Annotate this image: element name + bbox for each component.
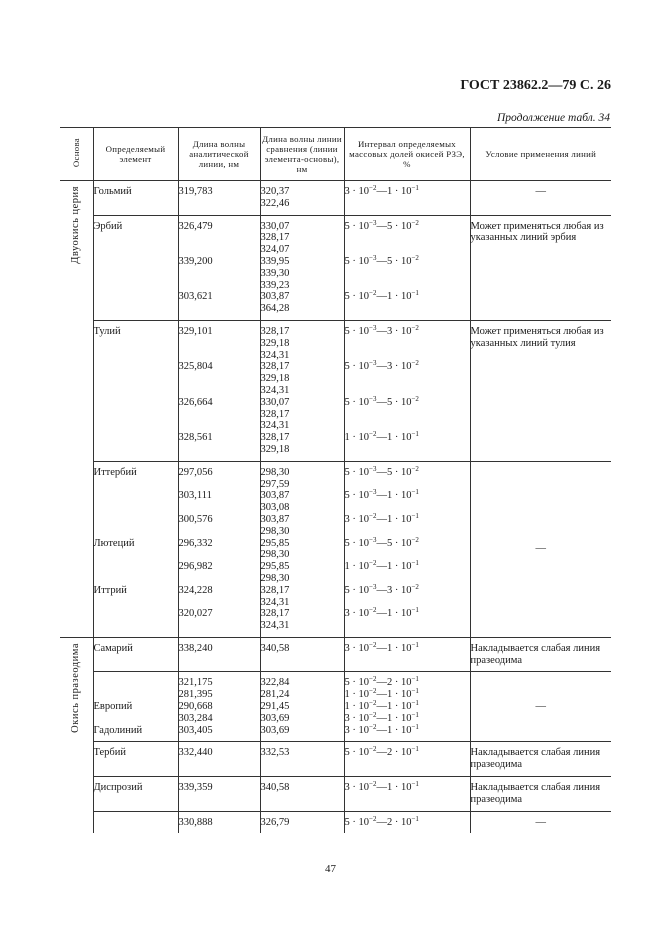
compare-wavelength: 303,69 bbox=[260, 724, 290, 736]
concentration-range: $3 \cdot 10^{-2}—1 \cdot 10^{-1}$ bbox=[344, 710, 419, 724]
analytic-wavelength: 296,982 bbox=[178, 561, 213, 573]
table-row bbox=[60, 181, 611, 216]
compare-wavelength: 303,08 bbox=[260, 502, 290, 514]
table-row bbox=[60, 811, 611, 833]
element-name: Европий bbox=[93, 701, 133, 713]
compare-wavelength: 324,31 bbox=[260, 620, 290, 632]
table-row bbox=[60, 777, 611, 812]
compare-wavelength: 340,58 bbox=[260, 782, 290, 794]
compare-wavelength: 295,85 bbox=[260, 561, 290, 573]
analytic-wavelength: 325,804 bbox=[178, 361, 213, 373]
compare-wavelength: 320,37 bbox=[260, 186, 290, 197]
element-name: Самарий bbox=[93, 642, 133, 654]
concentration-range: $5 \cdot 10^{-3}—5 \cdot 10^{-2}$ bbox=[344, 394, 419, 408]
base-praseodymium-oxide: Окись празеодима bbox=[60, 637, 93, 833]
analytic-wavelength: 320,027 bbox=[178, 608, 213, 620]
table-row bbox=[60, 320, 611, 461]
compare-wavelength: 364,28 bbox=[260, 303, 290, 315]
data-table bbox=[60, 127, 611, 833]
analytic-wavelength: 321,175 bbox=[178, 677, 213, 689]
condition-text: — bbox=[535, 816, 546, 828]
compare-wavelength: 324,07 bbox=[260, 244, 290, 256]
col-compare-header: Длина волны линии сравнения (линии элемента-основы), нм bbox=[260, 128, 344, 181]
condition-text: — bbox=[535, 543, 546, 555]
analytic-wavelength: 326,664 bbox=[178, 396, 213, 408]
analytic-wavelength: 290,668 bbox=[178, 701, 213, 713]
compare-wavelength: 339,30 bbox=[260, 267, 290, 279]
compare-wavelength: 328,17 bbox=[260, 432, 290, 444]
compare-wavelength: 298,30 bbox=[260, 572, 290, 584]
compare-wavelength: 298,30 bbox=[260, 525, 290, 537]
compare-wavelength: 326,79 bbox=[260, 816, 290, 828]
compare-wavelength: 298,30 bbox=[260, 549, 290, 561]
compare-wavelength: 328,17 bbox=[260, 408, 290, 420]
compare-wavelength: 329,18 bbox=[260, 373, 290, 385]
concentration-range: $5 \cdot 10^{-3}—5 \cdot 10^{-2}$ bbox=[344, 218, 419, 232]
compare-wavelength: 328,17 bbox=[260, 232, 290, 244]
compare-wavelength: 328,17 bbox=[260, 325, 290, 337]
analytic-wavelength: 281,395 bbox=[178, 689, 213, 701]
col-condition-header: Условие применения линий bbox=[470, 128, 611, 181]
compare-wavelength: 322,46 bbox=[260, 197, 290, 209]
compare-wavelength: 330,07 bbox=[260, 396, 290, 408]
analytic-wavelength: 303,621 bbox=[178, 291, 213, 303]
condition-text: Может применяться любая из указанных линий эрбия bbox=[470, 220, 604, 244]
col-analytic-header: Длина волны аналитической линии, нм bbox=[178, 128, 260, 181]
analytic-wavelength: 332,440 bbox=[178, 747, 213, 759]
analytic-wavelength: 326,479 bbox=[178, 220, 213, 232]
compare-wavelength: 329,18 bbox=[260, 337, 290, 349]
element-name: Тербий bbox=[93, 747, 127, 759]
analytic-wavelength: 324,228 bbox=[178, 584, 213, 596]
concentration-range: $5 \cdot 10^{-2}—2 \cdot 10^{-1}$ bbox=[344, 814, 419, 828]
concentration-range: $5 \cdot 10^{-3}—3 \cdot 10^{-2}$ bbox=[344, 323, 419, 337]
concentration-range: $5 \cdot 10^{-3}—3 \cdot 10^{-2}$ bbox=[344, 582, 419, 596]
condition-text: Накладывается слабая линия празеодима bbox=[470, 782, 601, 805]
compare-wavelength: 339,95 bbox=[260, 255, 290, 267]
standard-header: ГОСТ 23862.2—79 С. 26 bbox=[460, 78, 611, 93]
compare-wavelength: 291,45 bbox=[260, 701, 290, 713]
condition-text: Накладывается слабая линия празеодима bbox=[470, 642, 601, 666]
analytic-wavelength: 303,405 bbox=[178, 724, 213, 736]
compare-wavelength: 303,87 bbox=[260, 490, 290, 502]
concentration-range: $5 \cdot 10^{-2}—1 \cdot 10^{-1}$ bbox=[344, 289, 419, 303]
table-continuation-note: Продолжение табл. 34 bbox=[497, 112, 610, 124]
concentration-range: $1 \cdot 10^{-2}—1 \cdot 10^{-1}$ bbox=[344, 687, 419, 701]
compare-wavelength: 328,17 bbox=[260, 608, 290, 620]
concentration-range: $3 \cdot 10^{-2}—1 \cdot 10^{-1}$ bbox=[344, 606, 419, 620]
compare-wavelength: 324,31 bbox=[260, 596, 290, 608]
analytic-wavelength: 330,888 bbox=[178, 816, 213, 828]
analytic-wavelength: 303,111 bbox=[178, 490, 212, 502]
compare-wavelength: 329,18 bbox=[260, 443, 290, 455]
analytic-wavelength: 303,284 bbox=[178, 712, 213, 724]
concentration-range: $3 \cdot 10^{-2}—1 \cdot 10^{-1}$ bbox=[344, 722, 419, 736]
analytic-wavelength: 319,783 bbox=[178, 186, 213, 197]
element-name: Диспрозий bbox=[93, 782, 143, 794]
concentration-range: $5 \cdot 10^{-3}—5 \cdot 10^{-2}$ bbox=[344, 253, 419, 267]
page-number: 47 bbox=[325, 863, 336, 875]
compare-wavelength: 295,85 bbox=[260, 537, 290, 549]
condition-text: Может применяться любая из указанных линий тулия bbox=[470, 325, 604, 349]
compare-wavelength: 332,53 bbox=[260, 747, 290, 759]
element-name: Иттербий bbox=[93, 466, 137, 478]
element-name: Эрбий bbox=[93, 220, 123, 232]
analytic-wavelength: 339,200 bbox=[178, 255, 213, 267]
concentration-range: $3 \cdot 10^{-2}—1 \cdot 10^{-1}$ bbox=[344, 640, 419, 654]
compare-wavelength: 303,87 bbox=[260, 513, 290, 525]
compare-wavelength: 297,59 bbox=[260, 478, 290, 490]
table-row bbox=[60, 461, 611, 637]
compare-wavelength: 303,87 bbox=[260, 291, 290, 303]
table-row bbox=[60, 672, 611, 742]
analytic-wavelength: 297,056 bbox=[178, 466, 213, 478]
concentration-range: $1 \cdot 10^{-2}—1 \cdot 10^{-1}$ bbox=[344, 699, 419, 713]
col-base-header: Основа bbox=[60, 128, 93, 181]
concentration-range: $3 \cdot 10^{-2}—1 \cdot 10^{-1}$ bbox=[344, 780, 419, 794]
table-row bbox=[60, 637, 611, 672]
element-name: Гадолиний bbox=[93, 724, 143, 736]
condition-text: — bbox=[535, 186, 546, 197]
analytic-wavelength: 328,561 bbox=[178, 432, 213, 444]
element-name: Тулий bbox=[93, 325, 121, 337]
analytic-wavelength: 296,332 bbox=[178, 537, 213, 549]
compare-wavelength: 303,69 bbox=[260, 712, 290, 724]
analytic-wavelength: 329,101 bbox=[178, 325, 213, 337]
condition-text: — bbox=[535, 701, 546, 713]
table-header-row bbox=[60, 128, 611, 181]
compare-wavelength: 298,30 bbox=[260, 466, 290, 478]
element-name: Иттрий bbox=[93, 584, 127, 596]
concentration-range: $5 \cdot 10^{-2}—2 \cdot 10^{-1}$ bbox=[344, 745, 419, 759]
compare-wavelength: 339,23 bbox=[260, 279, 290, 291]
concentration-range: $3 \cdot 10^{-2}—1 \cdot 10^{-1}$ bbox=[344, 184, 419, 197]
compare-wavelength: 324,31 bbox=[260, 349, 290, 361]
element-name: Лютеций bbox=[93, 537, 135, 549]
concentration-range: $5 \cdot 10^{-3}—3 \cdot 10^{-2}$ bbox=[344, 359, 419, 373]
compare-wavelength: 281,24 bbox=[260, 689, 290, 701]
compare-wavelength: 324,31 bbox=[260, 384, 290, 396]
compare-wavelength: 330,07 bbox=[260, 220, 290, 232]
concentration-range: $5 \cdot 10^{-3}—5 \cdot 10^{-2}$ bbox=[344, 535, 419, 549]
compare-wavelength: 328,17 bbox=[260, 361, 290, 373]
compare-wavelength: 322,84 bbox=[260, 677, 290, 689]
condition-text: Накладывается слабая линия празеодима bbox=[470, 747, 601, 771]
element-name: Гольмий bbox=[93, 186, 132, 197]
compare-wavelength: 324,31 bbox=[260, 420, 290, 432]
base-cerium-dioxide: Двуокись церия bbox=[60, 181, 93, 638]
analytic-wavelength: 339,359 bbox=[178, 782, 213, 794]
analytic-wavelength: 338,240 bbox=[178, 642, 213, 654]
concentration-range: $5 \cdot 10^{-3}—5 \cdot 10^{-2}$ bbox=[344, 464, 419, 478]
col-range-header: Интервал определяемых массовых долей окисей РЗЭ, % bbox=[344, 128, 470, 181]
table-row bbox=[60, 215, 611, 320]
col-element-header: Определяемый элемент bbox=[93, 128, 178, 181]
table-row bbox=[60, 742, 611, 777]
concentration-range: $3 \cdot 10^{-2}—1 \cdot 10^{-1}$ bbox=[344, 511, 419, 525]
concentration-range: $5 \cdot 10^{-2}—2 \cdot 10^{-1}$ bbox=[344, 675, 419, 689]
compare-wavelength: 340,58 bbox=[260, 642, 290, 654]
concentration-range: $5 \cdot 10^{-3}—1 \cdot 10^{-1}$ bbox=[344, 488, 419, 502]
analytic-wavelength: 300,576 bbox=[178, 513, 213, 525]
concentration-range: $1 \cdot 10^{-2}—1 \cdot 10^{-1}$ bbox=[344, 430, 419, 444]
compare-wavelength: 328,17 bbox=[260, 584, 290, 596]
concentration-range: $1 \cdot 10^{-2}—1 \cdot 10^{-1}$ bbox=[344, 559, 419, 573]
